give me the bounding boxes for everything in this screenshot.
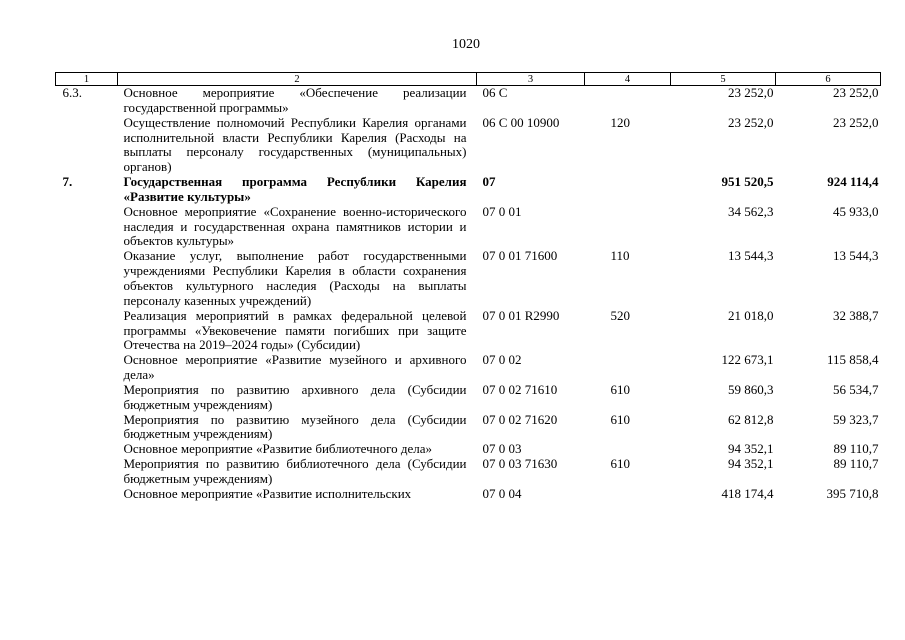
table-row	[56, 457, 881, 487]
row-number	[56, 457, 118, 487]
amount-col5: 23 252,0	[728, 114, 774, 130]
table-row	[56, 413, 881, 443]
column-number: 1	[56, 73, 118, 86]
target-code: 07 0 03	[482, 441, 522, 457]
table-row	[56, 383, 881, 413]
table-row	[56, 86, 881, 116]
row-number: 7.	[62, 174, 73, 190]
item-name: Основное мероприятие «Сохранение военно-исторического наследия и государственная охрана памятников истории и объектов культуры»	[123, 203, 467, 249]
amount-col5: 34 562,3	[728, 203, 774, 219]
table-row	[56, 353, 881, 383]
amount-col6: 59 323,7	[833, 411, 879, 427]
target-code: 07 0 02	[482, 352, 522, 368]
column-number: 4	[585, 73, 671, 86]
page-number: 1020	[452, 37, 480, 52]
amount-col6: 115 858,4	[826, 352, 879, 368]
item-name: Оказание услуг, выполнение работ государственными учреждениями Республики Карелия в области сохранения объектов культурного наследия (Расходы на выплаты персоналу казенных учреждений)	[123, 248, 467, 308]
amount-col5: 122 673,1	[721, 352, 774, 368]
amount-col5: 418 174,4	[721, 485, 774, 501]
amount-col6: 56 534,7	[833, 381, 879, 397]
row-number: 6.3.	[62, 85, 82, 100]
table-row	[56, 175, 881, 205]
target-code: 07 0 03 71630	[482, 456, 558, 472]
amount-col6: 45 933,0	[833, 203, 879, 219]
table-row	[56, 116, 881, 175]
expense-type-code: 610	[610, 411, 630, 427]
item-name: Основное мероприятие «Развитие исполнительских	[123, 485, 412, 501]
item-name: Государственная программа Республики Карелия «Развитие культуры»	[123, 174, 467, 204]
amount-col6: 32 388,7	[833, 307, 879, 323]
amount-col6: 89 110,7	[833, 441, 879, 457]
target-code: 06 С	[482, 85, 508, 100]
amount-col6: 395 710,8	[826, 485, 879, 501]
item-name: Основное мероприятие «Обеспечение реализации государственной программы»	[123, 85, 467, 115]
expense-type-code: 520	[610, 307, 630, 323]
target-code: 06 С 00 10900	[482, 114, 560, 130]
item-name: Основное мероприятие «Развитие библиотечного дела»	[123, 441, 432, 457]
target-code: 07 0 02 71610	[482, 381, 558, 397]
expense-type-code	[585, 353, 671, 383]
expense-type-code	[585, 487, 671, 502]
table-row	[56, 487, 881, 502]
expense-type-code	[585, 175, 671, 205]
column-number: 5	[671, 73, 776, 86]
item-name: Осуществление полномочий Республики Карелия органами исполнительной власти Республики Карелия (Расходы на выплаты персоналу государственных (муниципальных) органов)	[123, 114, 467, 175]
column-number: 2	[118, 73, 477, 86]
row-number	[56, 249, 118, 308]
column-number: 6	[776, 73, 881, 86]
expense-type-code	[585, 442, 671, 457]
target-code: 07 0 01	[482, 203, 522, 219]
row-number	[56, 116, 118, 175]
target-code: 07 0 04	[482, 485, 522, 501]
amount-col5: 13 544,3	[728, 248, 774, 264]
target-code: 07 0 01 R2990	[482, 307, 560, 323]
row-number	[56, 487, 118, 502]
amount-col6: 13 544,3	[833, 248, 879, 264]
amount-col6: 924 114,4	[827, 174, 879, 190]
expense-type-code	[585, 205, 671, 250]
expense-type-code: 120	[610, 114, 630, 130]
amount-col5: 59 860,3	[728, 381, 774, 397]
amount-col5: 21 018,0	[728, 307, 774, 323]
amount-col6: 23 252,0	[833, 114, 879, 130]
target-code: 07 0 01 71600	[482, 248, 558, 264]
budget-table	[55, 72, 881, 502]
expense-type-code	[585, 86, 671, 116]
expense-type-code: 610	[610, 456, 630, 472]
amount-col5: 94 352,1	[728, 441, 774, 457]
amount-col6: 23 252,0	[833, 85, 879, 100]
row-number	[56, 383, 118, 413]
amount-col5: 23 252,0	[728, 85, 774, 100]
amount-col5: 94 352,1	[728, 456, 774, 472]
table-row	[56, 205, 881, 250]
amount-col5: 951 520,5	[721, 174, 774, 190]
row-number	[56, 205, 118, 250]
expense-type-code: 110	[610, 248, 630, 264]
amount-col6: 89 110,7	[833, 456, 879, 472]
target-code: 07	[482, 174, 496, 190]
table-body	[56, 86, 881, 502]
target-code: 07 0 02 71620	[482, 411, 558, 427]
row-number	[56, 413, 118, 443]
row-number	[56, 442, 118, 457]
item-name: Мероприятия по развитию музейного дела (Субсидии бюджетным учреждениям)	[123, 411, 467, 442]
table-row	[56, 249, 881, 308]
item-name: Реализация мероприятий в рамках федеральной целевой программы «Увековечение памяти погибших при защите Отечества на 2019–2024 годы» (Субсидии)	[123, 307, 467, 353]
row-number	[56, 353, 118, 383]
item-name: Основное мероприятие «Развитие музейного и архивного дела»	[123, 352, 467, 383]
table-row	[56, 442, 881, 457]
expense-type-code: 610	[610, 381, 630, 397]
table-row	[56, 309, 881, 354]
item-name: Мероприятия по развитию библиотечного дела (Субсидии бюджетным учреждениям)	[123, 456, 467, 486]
column-number-row	[56, 73, 881, 86]
row-number	[56, 309, 118, 354]
amount-col5: 62 812,8	[728, 411, 774, 427]
item-name: Мероприятия по развитию архивного дела (Субсидии бюджетным учреждениям)	[123, 381, 467, 412]
column-number: 3	[477, 73, 585, 86]
